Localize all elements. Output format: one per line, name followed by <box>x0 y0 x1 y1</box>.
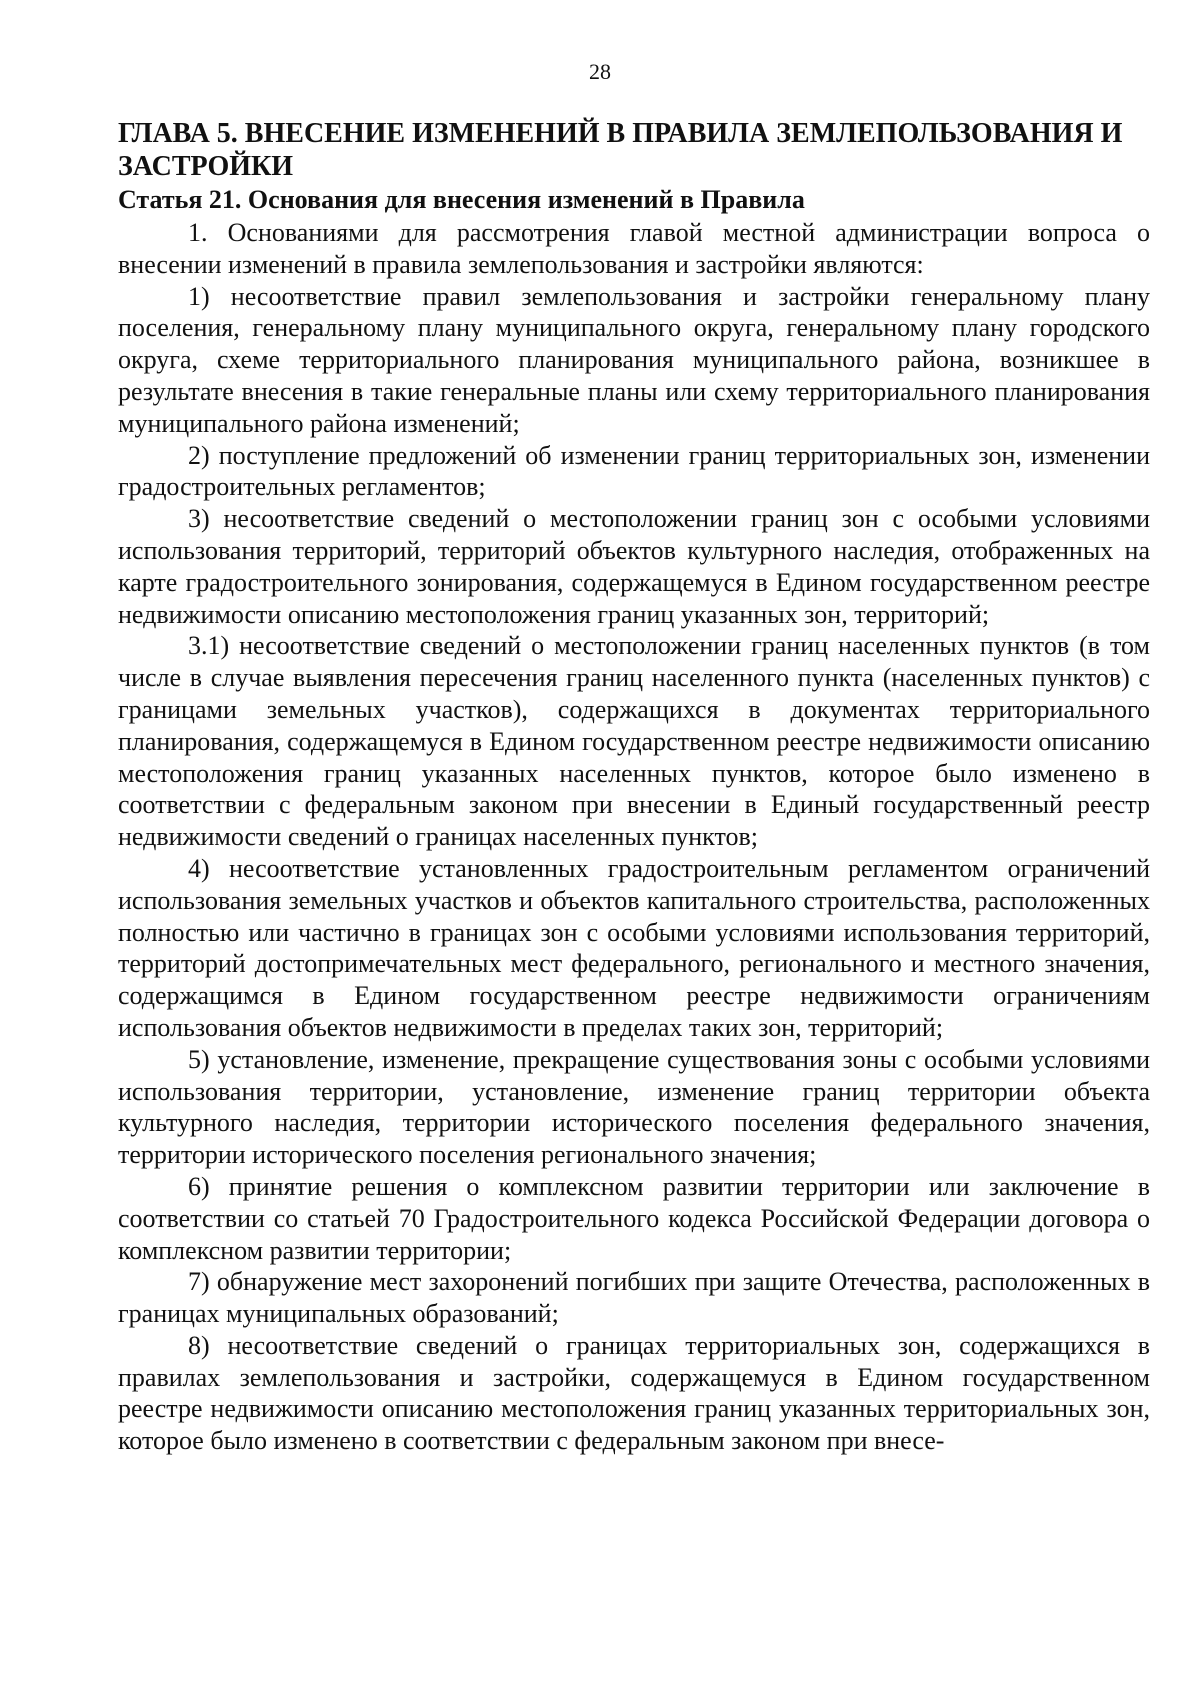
paragraph-item-2: 2) поступление предложений об изменении границ территориальных зон, изменении градостроительных регламентов; <box>118 440 1150 502</box>
paragraph-item-5: 5) установление, изменение, прекращение существования зоны с особыми условиями использования территории, установление, изменение границ территории объекта культурного наследия, территории исторического поселения федерального значения, территории исторического поселения регионального значения; <box>118 1044 1150 1170</box>
paragraph-item-8: 8) несоответствие сведений о границах территориальных зон, содержащихся в правилах землепользования и застройки, содержащемуся в Едином государственном реестре недвижимости описанию местоположения границ указанных территориальных зон, которое было изменено в соответствии с федеральным законом при внесе- <box>118 1330 1150 1456</box>
page-number: 28 <box>589 59 611 84</box>
article-title: Статья 21. Основания для внесения изменений в Правила <box>118 185 805 214</box>
chapter-title: ГЛАВА 5. ВНЕСЕНИЕ ИЗМЕНЕНИЙ В ПРАВИЛА ЗЕМЛЕПОЛЬЗОВАНИЯ И ЗАСТРОЙКИ <box>118 118 1123 182</box>
paragraph-item-3: 3) несоответствие сведений о местоположении границ зон с особыми условиями использования территорий, территорий объектов культурного наследия, отображенных на карте градостроительного зонирования, содержащемуся в Едином государственном реестре недвижимости описанию местоположения границ указанных зон, территорий; <box>118 504 1150 629</box>
page-content <box>118 117 1150 1457</box>
paragraph-item-7: 7) обнаружение мест захоронений погибших при защите Отечества, расположенных в границах муниципальных образований; <box>118 1267 1150 1329</box>
paragraph-1: 1. Основаниями для рассмотрения главой местной администрации вопроса о внесении изменений в правила землепользования и застройки являются: <box>118 218 1150 279</box>
paragraph-item-4: 4) несоответствие установленных градостроительным регламентом ограничений использования земельных участков и объектов капитального строительства, расположенных полностью или частично в границах зон с особыми условиями использования территорий, территорий достопримечательных мест федерального, регионального и местного значения, содержащимся в Едином государственном реестре недвижимости ограничениям использования объектов недвижимости в пределах таких зон, территорий; <box>118 853 1150 1042</box>
paragraph-item-3-1: 3.1) несоответствие сведений о местоположении границ населенных пунктов (в том числе в случае выявления пересечения границ населенного пункта (населенных пунктов) с границами земельных участков), содержащихся в документах территориального планирования, содержащемуся в Едином государственном реестре недвижимости описанию местоположения границ указанных населенных пунктов, которое было изменено в соответствии с федеральным законом при внесении в Единый государственный реестр недвижимости сведений о границах населенных пунктов; <box>118 631 1150 852</box>
paragraph-item-1: 1) несоответствие правил землепользования и застройки генеральному плану поселения, генеральному плану муниципального округа, генеральному плану городского округа, схеме территориального планирования муниципального района, возникшее в результате внесения в такие генеральные планы или схему территориального планирования муниципального района изменений; <box>118 281 1150 438</box>
paragraph-item-6: 6) принятие решения о комплексном развитии территории или заключение в соответствии со статьей 70 Градостроительного кодекса Российской Федерации договора о комплексном развитии территории; <box>118 1171 1150 1265</box>
